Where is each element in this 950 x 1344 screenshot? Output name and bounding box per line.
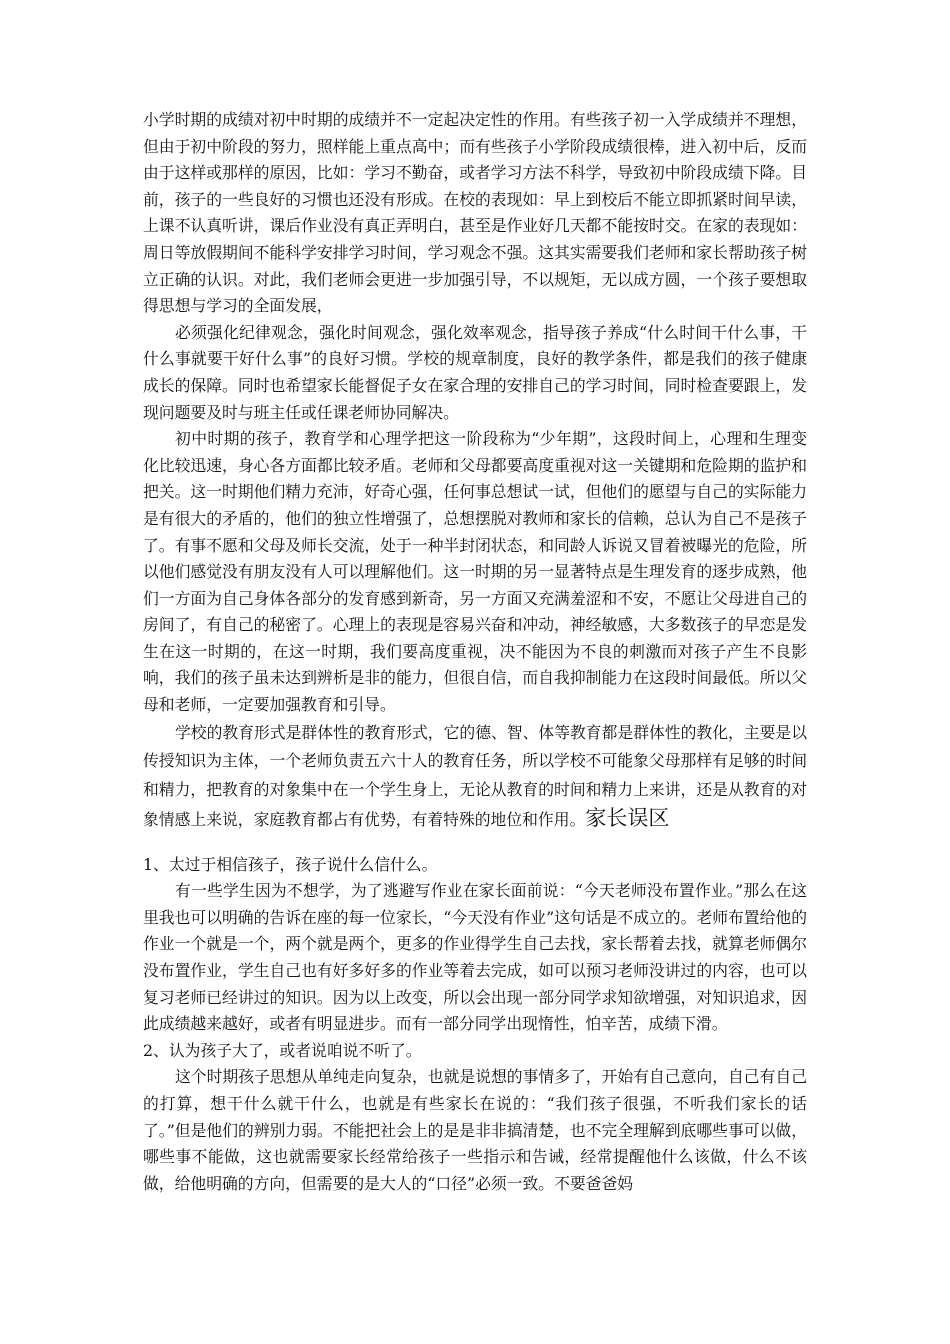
paragraph-school-education-text: 学校的教育形式是群体性的教育形式，它的德、智、体等教育都是群体性的教化，主要是以传授知识为主体，一个老师负责五六十人的教育任务，所以学校不可能象父母那样有足够的时间和精力，把教育的对象集中在一个学生身上，无论从教育的时间和精力上来讲，还是从教育的对象情感上来说，家庭教育都占有优势，有着特殊的地位和作用。 [143, 722, 807, 830]
paragraph-grades: 小学时期的成绩对初中时期的成绩并不一定起决定性的作用。有些孩子初一入学成绩并不理想，但由于初中阶段的努力，照样能上重点高中；而有些孩子小学阶段成绩很棒，进入初中后，反而由于这样或那样的原因，比如：学习不勤奋，或者学习方法不科学，导致初中阶段成绩下降。目前，孩子的一些良好的习惯也还没有形成。在校的表现如：早上到校后不能立即抓紧时间早读，上课不认真听讲，课后作业没有真正弄明白，甚至是作业好几天都不能按时交。在家的表现如：周日等放假期间不能科学安排学习时间，学习观念不强。这其实需要我们老师和家长帮助孩子树立正确的认识。对此，我们老师会更进一步加强引导，不以规矩，无以成方圆，一个孩子要想取得思想与学习的全面发展， [143, 110, 807, 316]
paragraph-discipline: 必须强化纪律观念，强化时间观念，强化效率观念，指导孩子养成“什么时间干什么事，干什么事就要干好什么事”的良好习惯。学校的规章制度，良好的教学条件，都是我们的孩子健康成长的保障。同时也希望家长能督促子女在家合理的安排自己的学习时间，同时检查要跟上，发现问题要及时与班主任或任课老师协同解决。 [143, 322, 807, 422]
spacer [143, 835, 807, 852]
section-heading-parent-misconceptions: 家长误区 [585, 806, 670, 831]
misconception-2-body: 这个时期孩子思想从单纯走向复杂，也就是说想的事情多了，开始有自己意向，自己有自己的打算，想干什么就干什么，也就是有些家长在说的：“我们孩子很强，不听我们家长的话了。”但是他们的辨别力弱。不能把社会上的是是非非搞清楚，也不完全理解到底哪些事可以做，哪些事不能做，这也就需要家长经常给孩子一些指示和告诫，经常提醒他什么该做，什么不该做，给他明确的方向，但需要的是大人的“口径”必须一致。不要爸爸妈 [143, 1067, 807, 1193]
document-body [143, 107, 807, 1197]
misconception-2-title: 2、认为孩子大了，或者说咱说不听了。 [143, 1040, 422, 1060]
misconception-1-body: 有一些学生因为不想学，为了逃避写作业在家长面前说：“今天老师没布置作业。”那么在这里我也可以明确的告诉在座的每一位家长，“今天没有作业”这句话是不成立的。老师布置给他的作业一个就是一个，两个就是两个，更多的作业得学生自己去找，家长帮着去找，就算老师偶尔没布置作业，学生自己也有好多好多的作业等着去完成，如可以预习老师没讲过的内容，也可以复习老师已经讲过的知识。因为以上改变，所以会出现一部分同学求知欲增强，对知识追求，因此成绩越来越好，或者有明显进步。而有一部分同学出现惰性，怕辛苦，成绩下滑。 [143, 881, 807, 1034]
paragraph-adolescence: 初中时期的孩子，教育学和心理学把这一阶段称为“少年期”，这段时间上，心理和生理变化比较迅速，身心各方面都比较矛盾。老师和父母都要高度重视对这一关键期和危险期的监护和把关。这一时期他们精力充沛，好奇心强，任何事总想试一试，但他们的愿望与自己的实际能力是有很大的矛盾的，他们的独立性增强了，总想摆脱对教师和家长的信赖，总认为自己不是孩子了。有事不愿和父母及师长交流，处于一种半封闭状态，和同龄人诉说又冒着被曝光的危险，所以他们感觉没有朋友没有人可以理解他们。这一时期的另一显著特点是生理发育的逐步成熟，他们一方面为自己身体各部分的发育感到新奇，另一方面又充满羞涩和不安，不愿让父母进自己的房间了，有自己的秘密了。心理上的表现是容易兴奋和冲动，神经敏感，大多数孩子的早恋是发生在这一时期的，在这一时期，我们要高度重视，决不能因为不良的刺激而对孩子产生不良影响，我们的孩子虽未达到辨析是非的能力，但很自信，而自我抑制能力在这段时间最低。所以父母和老师，一定要加强教育和引导。 [143, 429, 807, 715]
misconception-1-title: 1、太过于相信孩子，孩子说什么信什么。 [143, 854, 438, 874]
paragraph-school-education [143, 719, 807, 835]
